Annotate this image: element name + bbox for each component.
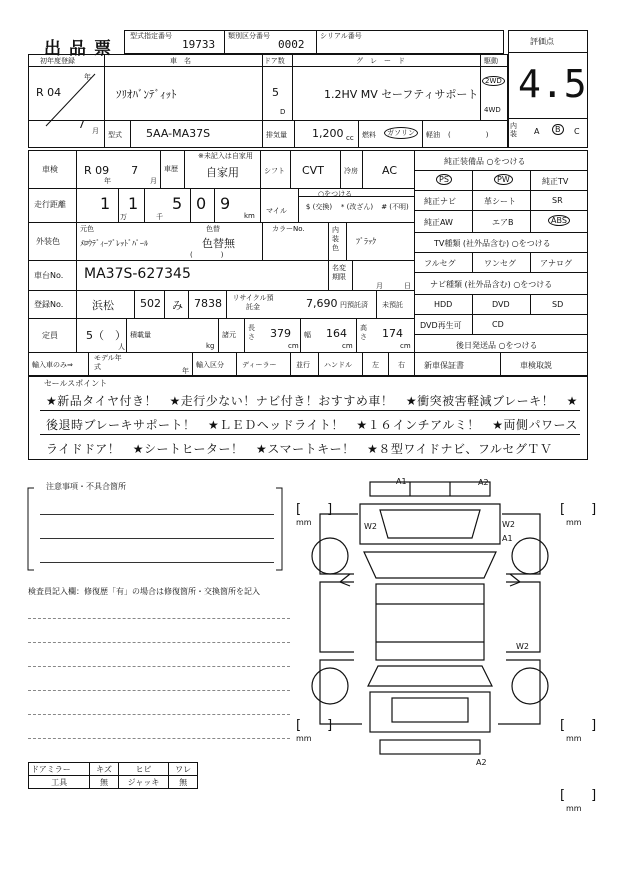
- legend-header: キズ: [90, 763, 119, 776]
- length-label: 長さ: [248, 324, 255, 341]
- handle-label: ハンドル: [324, 361, 352, 369]
- registration-city: 浜松: [92, 299, 114, 312]
- legend-value: 無: [90, 776, 119, 789]
- ac-value: AC: [382, 164, 398, 177]
- displacement-value: 1,200: [312, 127, 344, 140]
- recycle-label: リサイクル預託金: [232, 294, 274, 311]
- damage-mark: A2: [476, 758, 487, 767]
- grade-value: 1.2HV MV セーフティサポート: [324, 88, 479, 101]
- tv-fullseg[interactable]: フルセグ: [424, 259, 456, 268]
- legend-value: ジャッキ: [118, 776, 168, 789]
- mm-unit: mm: [566, 518, 582, 527]
- legend-header: ヒビ: [118, 763, 168, 776]
- inspector-line: [28, 714, 290, 715]
- tv-oneseg[interactable]: ワンセグ: [484, 259, 516, 268]
- sales-line-2: 後退時ブレーキサポート！ ★ＬＥＤヘッドライト！ ★１６インチアルミ！ ★両側パワース: [46, 418, 578, 432]
- header-info-box: [124, 30, 504, 54]
- registration-kana: み: [172, 299, 183, 312]
- color-change-value: 色替無: [202, 237, 235, 250]
- year-suffix: 年: [84, 73, 91, 81]
- interior-grade-label: 内装: [510, 122, 517, 138]
- mm-unit: mm: [296, 518, 312, 527]
- score-label: 評価点: [530, 37, 554, 46]
- name-change-label: 名変期限: [332, 264, 346, 281]
- damage-mark: A1: [502, 534, 513, 543]
- mileage-man: 万: [120, 213, 127, 221]
- load-label: 積載量: [130, 331, 151, 339]
- interior-grade-b[interactable]: B: [552, 124, 564, 135]
- mm-unit: mm: [566, 804, 582, 813]
- model-year-label: モデル年式: [94, 354, 122, 371]
- fuel-other: ( ): [448, 131, 489, 139]
- model-label: 型式: [108, 131, 122, 139]
- width-cm: cm: [342, 342, 353, 350]
- legend-table: [28, 762, 198, 789]
- mileage-mile: マイル: [266, 207, 287, 215]
- shaken-value: R 09 7: [84, 164, 139, 177]
- notes-label: 注意事項・不具合箇所: [46, 482, 126, 491]
- later-manual[interactable]: 車検取説: [520, 361, 552, 370]
- shaken-label: 車検: [42, 165, 58, 174]
- height-label: 高さ: [360, 324, 367, 341]
- note-line: [40, 562, 274, 563]
- width-value: 164: [326, 327, 347, 340]
- bracket: [ ]: [296, 502, 333, 517]
- doors-label: ドア数: [264, 57, 285, 65]
- orig-color-label: 元色: [80, 225, 94, 233]
- color-change-paren: ( ): [190, 251, 224, 259]
- genuine-header: 純正装備品 ○をつける: [444, 157, 526, 166]
- legend-header: ワレ: [169, 763, 198, 776]
- type-cert-value: 19733: [182, 38, 216, 51]
- door-suffix: D: [280, 108, 286, 116]
- cc-unit: cc: [346, 134, 354, 142]
- capacity-value: 5（ ）: [86, 329, 126, 342]
- chassis-value: MA37S-627345: [84, 266, 191, 282]
- bracket: [ ]: [560, 502, 597, 517]
- orig-color-value: ﾒﾛｳﾃﾞｨｰﾌﾞﾚｯﾄﾞﾊﾟｰﾙ: [80, 239, 148, 248]
- notes-bracket: [26, 484, 290, 574]
- equip-abs[interactable]: ABS: [548, 215, 570, 226]
- score-value: 4.5: [518, 62, 587, 106]
- ac-label: 冷房: [344, 167, 358, 175]
- width-label: 幅: [304, 331, 311, 339]
- name-change-day: 日: [404, 282, 411, 290]
- history-value: 自家用: [206, 166, 239, 179]
- dims-label: 諸元: [222, 331, 236, 339]
- registration-number: 7838: [194, 297, 222, 310]
- later-header: 後日発送品 ○をつける: [456, 341, 538, 350]
- capacity-unit: 人: [118, 343, 125, 351]
- inspector-line: [28, 666, 290, 667]
- mileage-digit-4: 0: [196, 194, 207, 213]
- import-parallel: 並行: [296, 361, 310, 369]
- damage-mark: W2: [502, 520, 515, 529]
- note-line: [40, 514, 274, 515]
- equip-airbag[interactable]: エアB: [492, 218, 514, 227]
- history-label: 車歴: [164, 165, 178, 173]
- length-value: 379: [270, 327, 291, 340]
- grade-label: グ レ ー ド: [356, 57, 405, 65]
- damage-mark: A1: [396, 477, 407, 486]
- car-name: ｿﾘｵﾊﾞﾝﾃﾞｨｯﾄ: [116, 88, 177, 101]
- tv-analog[interactable]: アナログ: [540, 259, 572, 268]
- model-value: 5AA-MA37S: [146, 127, 211, 140]
- import-type-label: 輸入区分: [196, 361, 224, 369]
- bracket: [ ]: [560, 718, 597, 733]
- mileage-digit-1: 1: [100, 194, 111, 213]
- name-change-month: 月: [376, 282, 383, 290]
- class-label: 類別区分番号: [228, 32, 270, 40]
- interior-color-value: ﾌﾞﾗｯｸ: [356, 237, 376, 246]
- sales-line-3: ライドドア！ ★シートヒーター！ ★スマートキー！ ★８型ワイドナビ、フルセグＴＶ: [46, 442, 553, 456]
- mileage-altered: * (改ざん): [340, 203, 374, 211]
- capacity-label: 定員: [42, 331, 58, 340]
- color-no-label: カラーNo.: [272, 225, 305, 233]
- mileage-exchanged: $ (交換): [305, 203, 333, 211]
- tv-header: TV種類 (社外品含む) ○をつける: [434, 239, 551, 248]
- height-value: 174: [382, 327, 403, 340]
- first-reg-slash: [40, 70, 100, 130]
- handle-right: 右: [398, 361, 405, 369]
- later-warranty[interactable]: 新車保証書: [424, 361, 464, 370]
- chassis-label: 車台No.: [34, 271, 64, 280]
- mileage-digit-3: 5: [172, 194, 183, 213]
- damage-mark: W2: [516, 642, 529, 651]
- displacement-label: 排気量: [266, 131, 287, 139]
- serial-label: シリアル番号: [320, 32, 362, 40]
- navi-cd[interactable]: CD: [492, 320, 504, 329]
- color-change-label: 色替: [206, 225, 220, 233]
- bracket: [ ]: [296, 718, 333, 733]
- drive-2wd[interactable]: 2WD: [482, 76, 505, 86]
- navi-hdd[interactable]: HDD: [434, 300, 453, 309]
- damage-mark: A2: [478, 478, 489, 487]
- equip-genuine-aw[interactable]: 純正AW: [424, 218, 453, 227]
- mileage-km: km: [244, 212, 255, 220]
- height-cm: cm: [400, 342, 411, 350]
- inspector-line: [28, 738, 290, 739]
- legend-header: ドアミラー: [29, 763, 90, 776]
- model-year-unit: 年: [182, 367, 189, 375]
- equip-pw[interactable]: PW: [494, 174, 513, 185]
- navi-dvd[interactable]: DVD: [492, 300, 510, 309]
- damage-mark: W2: [364, 522, 377, 531]
- navi-dvd-play[interactable]: DVD再生可: [420, 321, 462, 330]
- month-suffix: 月: [92, 127, 99, 135]
- equip-sr[interactable]: SR: [552, 196, 563, 205]
- shift-value: CVT: [302, 164, 324, 177]
- import-dealer: ディーラー: [242, 361, 277, 369]
- mileage-circle-note: ○をつける: [318, 190, 353, 198]
- shaken-year: 年: [104, 177, 111, 185]
- first-reg-era: R 04: [36, 86, 62, 99]
- shift-label: シフト: [264, 167, 285, 175]
- note-line: [40, 538, 274, 539]
- shaken-month: 月: [150, 177, 157, 185]
- first-reg-label: 初年度登録: [40, 57, 75, 65]
- inspector-line: [28, 690, 290, 691]
- mileage-digit-2: 1: [128, 194, 139, 213]
- interior-grade-c: C: [574, 127, 580, 136]
- title: 出品票: [44, 39, 119, 59]
- legend-value: 工具: [29, 776, 90, 789]
- class-value: 0002: [278, 38, 305, 51]
- drive-4wd: 4WD: [484, 106, 501, 114]
- mileage-label: 走行距離: [34, 200, 66, 209]
- recycle-value: 7,690: [306, 297, 338, 310]
- import-label: 輸入車のみ⇒: [32, 361, 73, 369]
- load-kg: kg: [206, 342, 215, 350]
- car-name-label: 車 名: [170, 57, 191, 65]
- drive-label: 駆動: [484, 57, 498, 65]
- fuel-gasoline[interactable]: ガソリン: [384, 127, 418, 139]
- sales-line-1: ★新品タイヤ付き！ ★走行少ない！ナビ付き！おすすめ車！ ★衝突被害軽減ブレーキ！ ★: [46, 394, 578, 408]
- equip-ps[interactable]: PS: [436, 174, 452, 185]
- length-cm: cm: [288, 342, 299, 350]
- fuel-diesel: 軽油: [426, 131, 440, 139]
- registration-class: 502: [140, 297, 161, 310]
- history-note: ※未記入は自家用: [198, 152, 253, 160]
- mileage-unknown: # (不明): [381, 203, 409, 211]
- equip-genuine-tv[interactable]: 純正TV: [542, 177, 569, 186]
- recycle-not: 未預託: [382, 301, 403, 309]
- mm-unit: mm: [296, 734, 312, 743]
- equip-genuine-navi[interactable]: 純正ナビ: [424, 197, 456, 206]
- equip-leather-seat[interactable]: 革シート: [484, 197, 516, 206]
- legend-value: 無: [169, 776, 198, 789]
- vehicle-damage-diagram: [300, 474, 560, 774]
- inspector-line: [28, 642, 290, 643]
- handle-left: 左: [372, 361, 379, 369]
- first-reg-month: 7: [78, 118, 85, 131]
- recycle-unit: 円預託済: [340, 301, 368, 309]
- doors-value: 5: [272, 86, 279, 99]
- color-label: 外装色: [36, 237, 60, 246]
- sales-label: セールスポイント: [44, 379, 108, 388]
- mm-unit: mm: [566, 734, 582, 743]
- interior-color-label: 内装色: [332, 226, 339, 252]
- mileage-digit-5: 9: [220, 194, 231, 213]
- inspector-line: [28, 618, 290, 619]
- navi-header: ナビ種類 (社外品含む) ○をつける: [430, 280, 553, 289]
- registration-label: 登録No.: [34, 300, 64, 309]
- bracket: [ ]: [560, 788, 597, 803]
- type-cert-label: 型式指定番号: [130, 32, 172, 40]
- navi-sd[interactable]: SD: [552, 300, 564, 309]
- inspector-label: 検査員記入欄：修復歴「有」の場合は修復箇所・交換箇所を記入: [28, 587, 260, 596]
- fuel-label: 燃料: [362, 131, 376, 139]
- interior-grade-a: A: [534, 127, 540, 136]
- mileage-sen: 千: [156, 213, 163, 221]
